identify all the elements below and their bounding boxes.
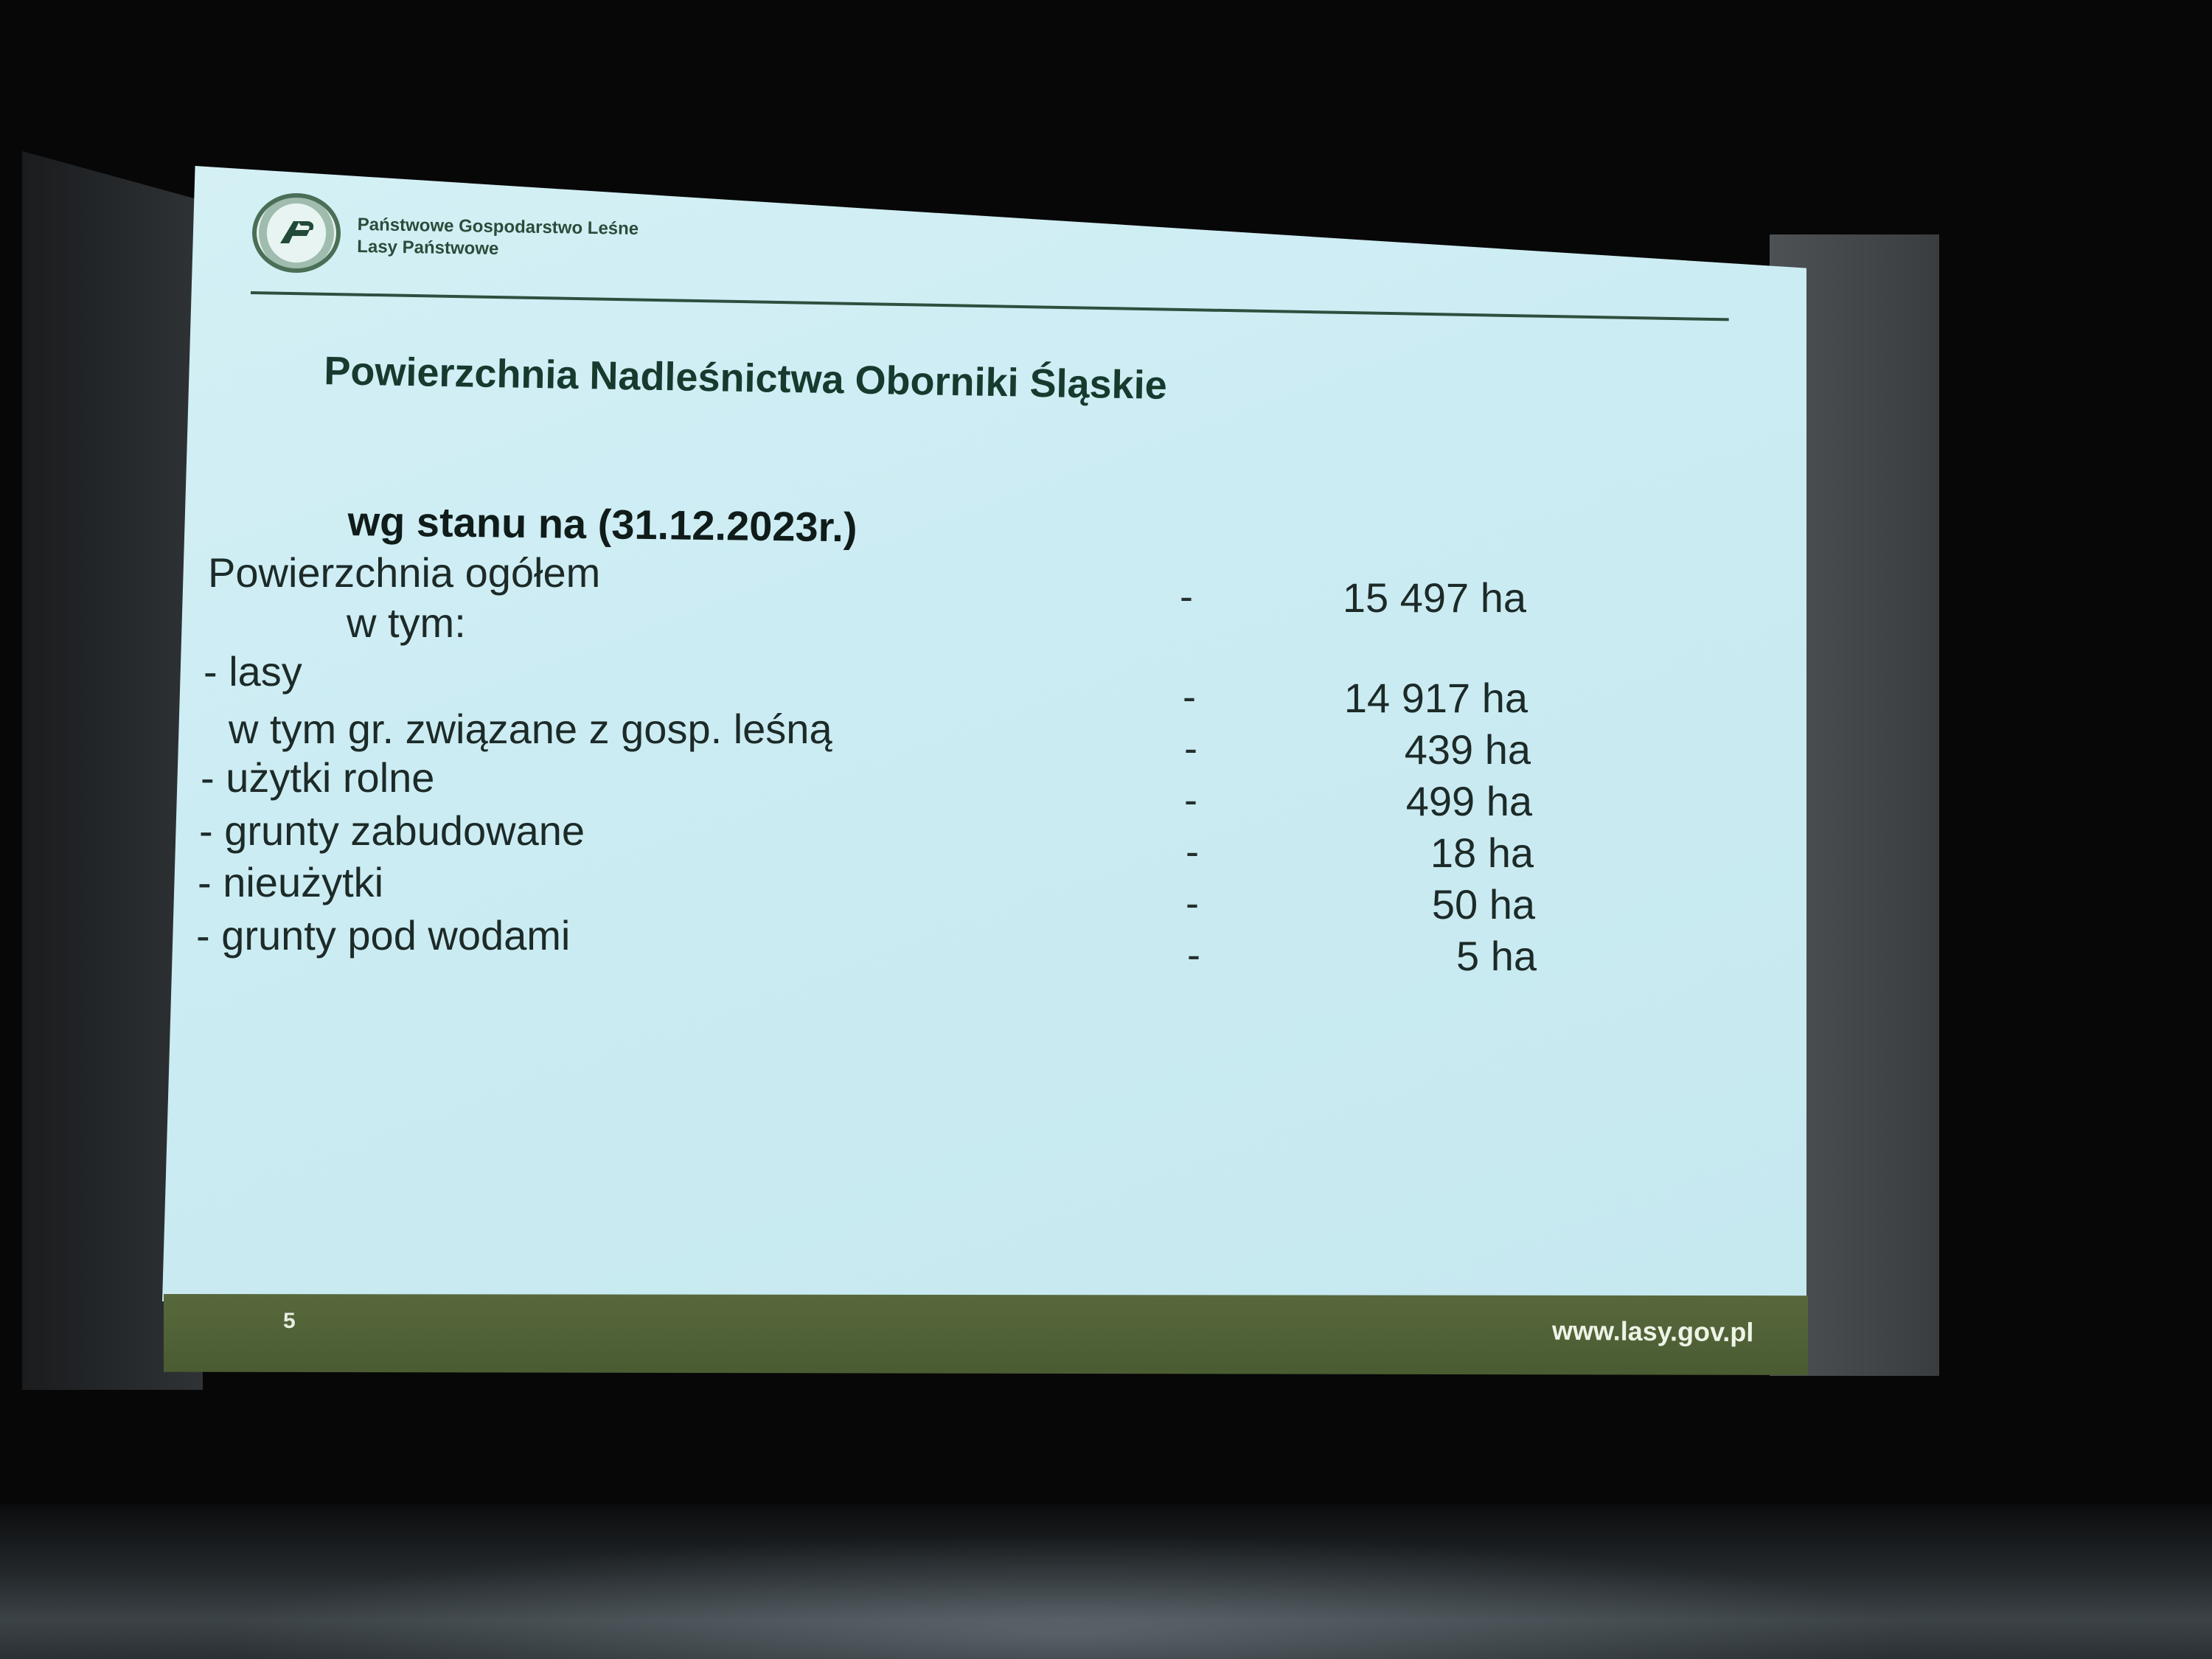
row-dash-grunty-pod-wodami: -: [1187, 933, 1200, 977]
row-value-lasy: 14 917 ha: [1343, 675, 1528, 721]
row-label-zwiazane: w tym gr. związane z gosp. leśną: [229, 706, 832, 752]
row-label-nieuzytki: - nieużytki: [198, 859, 384, 905]
row-dash-total: -: [1180, 574, 1193, 619]
row-value-grunty-zabudowane: 18 ha: [1430, 830, 1534, 876]
organization-line-1: Państwowe Gospodarstwo Leśne: [357, 214, 639, 239]
row-value-zwiazane: 439 ha: [1404, 726, 1531, 773]
row-label-w-tym: w tym:: [347, 599, 466, 646]
slide-title: Powierzchnia Nadleśnictwa Oborniki Śląskie: [323, 348, 1168, 408]
row-label-lasy: - lasy: [204, 648, 302, 695]
row-dash-nieuzytki: -: [1186, 881, 1199, 925]
organization-line-2: Lasy Państwowe: [357, 236, 499, 260]
row-value-nieuzytki: 50 ha: [1431, 881, 1535, 928]
row-value-uzytki-rolne: 499 ha: [1405, 778, 1532, 824]
row-label-grunty-zabudowane: - grunty zabudowane: [199, 807, 585, 854]
row-dash-lasy: -: [1183, 675, 1196, 719]
footer-url: www.lasy.gov.pl: [1551, 1315, 1754, 1348]
date-line: wg stanu na (31.12.2023r.): [347, 497, 858, 551]
row-dash-zwiazane: -: [1184, 726, 1197, 771]
row-dash-grunty-zabudowane: -: [1186, 830, 1199, 874]
slide-page-number: 5: [283, 1309, 296, 1333]
row-label-uzytki-rolne: - użytki rolne: [201, 754, 435, 801]
row-dash-uzytki-rolne: -: [1184, 778, 1197, 822]
row-label-total: Powierzchnia ogółem: [208, 549, 601, 596]
row-value-total: 15 497 ha: [1342, 574, 1526, 621]
row-label-grunty-pod-wodami: - grunty pod wodami: [196, 912, 571, 959]
row-value-grunty-pod-wodami: 5 ha: [1456, 933, 1537, 979]
